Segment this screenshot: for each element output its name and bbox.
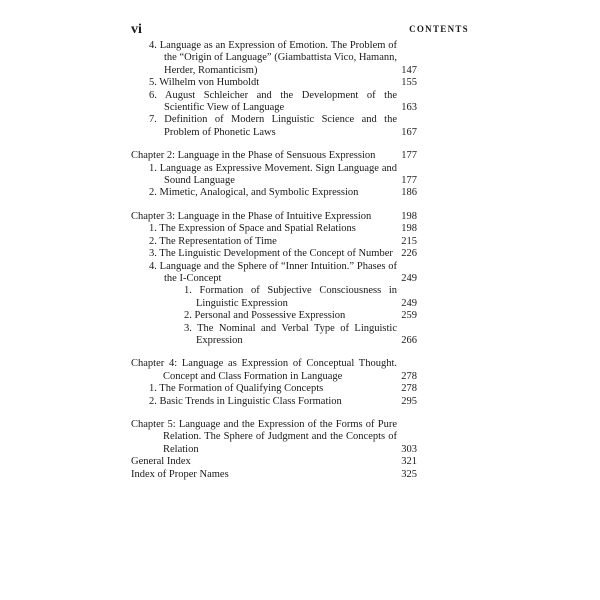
toc-entry-page: 249 xyxy=(401,272,417,284)
toc-entry-text: 2. The Representation of Time xyxy=(149,235,277,247)
toc-entry-page: 177 xyxy=(401,150,417,162)
toc-entry-text: 6. August Schleicher and the Development of the Scientific View of Language xyxy=(149,89,397,114)
toc-entry-ch3-sec4 xyxy=(144,261,417,286)
toc-entry-ch3-sec4-sub3 xyxy=(179,323,417,348)
toc-entry-chapter-4 xyxy=(131,358,417,383)
toc-entry-text: Index of Proper Names xyxy=(131,468,229,480)
toc-entry-text: Chapter 3: Language in the Phase of Intuitive Expression xyxy=(131,210,372,222)
toc-entry-text: 1. The Expression of Space and Spatial Relations xyxy=(149,223,356,235)
toc-entry-text: Chapter 4: Language as Expression of Conceptual Thought. Concept and Class Formation in Language xyxy=(131,358,397,382)
section-gap xyxy=(131,139,417,150)
toc-entry-page: 226 xyxy=(401,248,417,260)
toc-entry-general-index xyxy=(131,456,417,468)
toc-entry-text: 2. Basic Trends in Linguistic Class Formation xyxy=(149,395,342,407)
toc-entry-page: 259 xyxy=(401,310,417,322)
toc-entry-page: 321 xyxy=(401,456,417,468)
toc-entry-text: 2. Personal and Possessive Expression xyxy=(184,310,346,322)
toc-entry-page: 155 xyxy=(401,77,417,89)
toc-entry-page: 167 xyxy=(401,126,417,138)
section-gap xyxy=(131,200,417,211)
toc-entry-ch2-sec1 xyxy=(144,163,417,188)
toc-entry-text: 7. Definition of Modern Linguistic Science and the Problem of Phonetic Laws xyxy=(149,114,397,138)
toc-entry-text: Chapter 5: Language and the Expression of the Forms of Pure Relation. The Sphere of Judgment and the Concepts of Relation xyxy=(131,418,397,455)
toc-entry-ch3-sec4-sub1 xyxy=(179,285,417,310)
toc-entry-text: 3. The Linguistic Development of the Concept of Number xyxy=(149,248,393,260)
toc-entry-text: 2. Mimetic, Analogical, and Symbolic Expression xyxy=(149,187,359,199)
toc-entry-page: 215 xyxy=(401,235,417,247)
toc-entry-page: 186 xyxy=(401,187,417,199)
toc-entry-text: 4. Language as an Expression of Emotion. The Problem of the “Origin of Language” (Giambattista Vico, Hamann, Herder, Romanticism) xyxy=(149,40,398,76)
toc-entry-ch3-sec2 xyxy=(144,236,417,248)
toc-entry-chapter-3 xyxy=(131,211,417,223)
toc-entry-text: 5. Wilhelm von Humboldt xyxy=(149,77,260,89)
toc-entry-page: 198 xyxy=(401,210,417,222)
toc-entry-page: 295 xyxy=(401,395,417,407)
toc-entry-page: 198 xyxy=(401,223,417,235)
toc-entry-index-proper-names xyxy=(131,469,417,481)
toc-entry-text: General Index xyxy=(131,456,191,468)
toc-entry-text: 1. Formation of Subjective Consciousness in Linguistic Expression xyxy=(184,285,397,309)
toc-entry-ch3-sec1 xyxy=(144,223,417,235)
toc-entry-chapter-2 xyxy=(131,150,417,162)
toc-entry-ch4-sec1 xyxy=(144,383,417,395)
toc-entry-text: Chapter 2: Language in the Phase of Sensuous Expression xyxy=(131,150,376,162)
toc-entry-page: 325 xyxy=(401,468,417,480)
toc-entry-page: 266 xyxy=(401,334,417,346)
running-header xyxy=(131,22,469,38)
toc-entry-ch3-sec3 xyxy=(144,248,417,260)
toc-entry-ch3-sec4-sub2 xyxy=(179,310,417,322)
toc-entry-ch1-sec5 xyxy=(144,77,417,89)
toc-entry-page: 249 xyxy=(401,297,417,309)
toc-entry-text: 3. The Nominal and Verbal Type of Linguistic Expression xyxy=(184,322,397,346)
toc-entry-page: 177 xyxy=(401,175,417,187)
toc-entry-page: 163 xyxy=(401,102,417,114)
toc-entry-chapter-5 xyxy=(131,419,417,456)
running-title: CONTENTS xyxy=(409,24,469,34)
toc-entry-ch1-sec6 xyxy=(144,90,417,115)
toc-entry-page: 278 xyxy=(401,370,417,382)
toc-entry-text: 1. The Formation of Qualifying Concepts xyxy=(149,383,324,395)
toc-entry-page: 147 xyxy=(401,64,417,76)
toc-entry-ch1-sec4 xyxy=(144,40,417,77)
table-of-contents xyxy=(131,40,417,481)
section-gap xyxy=(131,408,417,419)
toc-entry-page: 278 xyxy=(401,383,417,395)
page-number: vi xyxy=(131,22,142,37)
toc-entry-text: 4. Language and the Sphere of “Inner Intuition.” Phases of the I-Concept xyxy=(149,260,397,284)
section-gap xyxy=(131,347,417,358)
toc-entry-text: 1. Language as Expressive Movement. Sign Language and Sound Language xyxy=(149,162,397,187)
toc-entry-ch1-sec7 xyxy=(144,114,417,139)
toc-entry-page: 303 xyxy=(401,443,417,455)
toc-entry-ch2-sec2 xyxy=(144,187,417,199)
toc-entry-ch4-sec2 xyxy=(144,396,417,408)
